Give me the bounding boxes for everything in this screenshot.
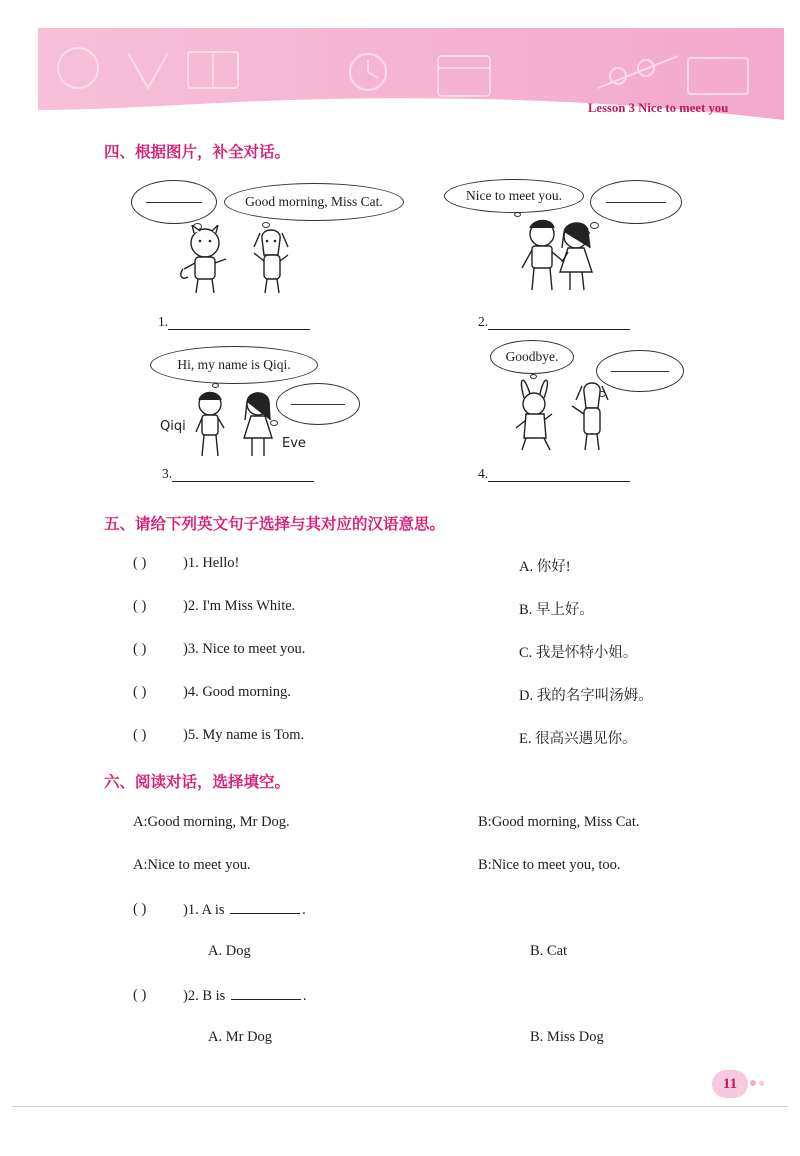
page-number: 11 [712, 1070, 748, 1098]
panel-3-left-text: Hi, my name is Qiqi. [177, 357, 291, 372]
panel-1-right-bubble [224, 183, 404, 221]
decor-dot [759, 1081, 764, 1086]
s5-question-3: )3. Nice to meet you. [183, 641, 306, 657]
footer-divider [12, 1106, 788, 1107]
decor-dot [750, 1080, 756, 1086]
answer-paren[interactable]: ( ) [133, 641, 147, 657]
panel-2-left-text: Nice to meet you. [466, 188, 562, 203]
s6-q1-option-a: A. Dog [208, 943, 251, 959]
section-6-title: 六、阅读对话，选择填空。 [104, 773, 291, 791]
s5-question-4: )4. Good morning. [183, 684, 291, 700]
section-5-title: 五、请给下列英文句子选择与其对应的汉语意思。 [104, 515, 446, 533]
panel-1-answer-line[interactable] [168, 329, 310, 330]
s6-q2-option-b: B. Miss Dog [530, 1029, 604, 1045]
panel-4-left-text: Goodbye. [505, 349, 559, 364]
panel-4-answer-line[interactable] [488, 481, 630, 482]
s5-option-a: A. 你好! [519, 559, 571, 575]
panel-3-answer [162, 466, 314, 482]
panel-1-right-text: Good morning, Miss Cat. [245, 194, 383, 209]
dialogue-a-2: A:Nice to meet you. [133, 857, 251, 873]
s5-option-c: C. 我是怀特小姐。 [519, 645, 638, 661]
panel-2-answer [478, 314, 630, 330]
answer-paren[interactable]: ( ) [133, 598, 147, 614]
s5-option-e: E. 很高兴遇见你。 [519, 731, 637, 747]
s6-question-2-text: )2. B is [183, 988, 226, 1004]
s5-question-1: )1. Hello! [183, 555, 240, 571]
cat-and-dog-illustration [178, 225, 298, 297]
rabbit-and-dog-illustration [510, 376, 620, 456]
answer-paren[interactable]: ( ) [133, 727, 147, 743]
dialogue-a-1: A:Good morning, Mr Dog. [133, 814, 290, 830]
panel-4-answer [478, 466, 630, 482]
s6-blank-2[interactable] [231, 987, 301, 1000]
thought-dot [514, 212, 521, 217]
panel-3-number: 3. [162, 466, 173, 481]
boy-and-girl-illustration [512, 218, 612, 298]
qiqi-and-eve-illustration [190, 388, 290, 462]
lesson-header: Lesson 3 Nice to meet you [588, 101, 729, 115]
panel-1-left-blank[interactable] [146, 202, 202, 203]
s5-question-5: )5. My name is Tom. [183, 727, 305, 743]
s6-q1-option-b: B. Cat [530, 943, 568, 959]
panel-2-answer-line[interactable] [488, 329, 630, 330]
s6-question-1: )1. A is . [183, 902, 306, 918]
s6-blank-1[interactable] [230, 901, 300, 914]
panel-1-left-bubble [131, 180, 217, 224]
panel-4-right-blank[interactable] [611, 371, 669, 372]
s6-question-2: )2. B is . [183, 988, 307, 1004]
section-4-title: 四、根据图片，补全对话。 [104, 143, 291, 161]
s5-option-d: D. 我的名字叫汤姆。 [519, 688, 653, 704]
answer-paren[interactable]: ( ) [133, 901, 147, 917]
answer-paren[interactable]: ( ) [133, 555, 147, 571]
answer-paren[interactable]: ( ) [133, 684, 147, 700]
panel-2-right-blank[interactable] [606, 202, 666, 203]
panel-4-number: 4. [478, 466, 489, 481]
s6-q2-option-a: A. Mr Dog [208, 1029, 273, 1045]
panel-2-left-bubble [444, 179, 584, 213]
panel-2-number: 2. [478, 314, 489, 329]
s5-option-b: B. 早上好。 [519, 602, 594, 618]
dialogue-b-2: B:Nice to meet you, too. [478, 857, 621, 873]
qiqi-label: Qiqi [160, 419, 186, 434]
s6-question-1-text: )1. A is [183, 902, 225, 918]
eve-label: Eve [282, 436, 306, 451]
panel-1-answer [158, 314, 310, 330]
panel-3-answer-line[interactable] [172, 481, 314, 482]
panel-3-right-blank[interactable] [291, 404, 345, 405]
answer-paren[interactable]: ( ) [133, 987, 147, 1003]
dialogue-b-1: B:Good morning, Miss Cat. [478, 814, 640, 830]
s5-question-2: )2. I'm Miss White. [183, 598, 296, 614]
panel-3-left-bubble [150, 346, 318, 384]
panel-1-number: 1. [158, 314, 169, 329]
panel-4-left-bubble [490, 340, 574, 374]
